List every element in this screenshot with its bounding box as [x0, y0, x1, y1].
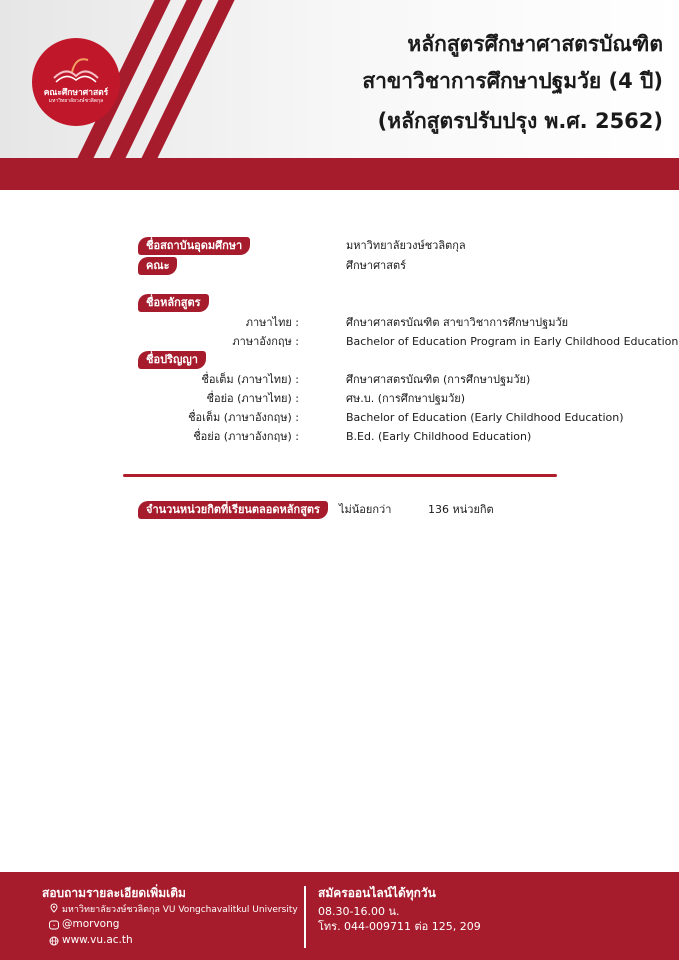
credits-pill: จำนวนหน่วยกิตที่เรียนตลอดหลักสูตร: [138, 501, 328, 519]
institution-pill: ชื่อสถาบันอุดมศึกษา: [138, 237, 250, 255]
credits-value: 136 หน่วยกิต: [428, 503, 494, 516]
degree-full-thai-label: ชื่อเต็ม (ภาษาไทย) :: [201, 373, 299, 386]
curriculum-english-label: ภาษาอังกฤษ :: [232, 335, 299, 348]
contact-heading: สอบถามรายละเอียดเพิ่มเติม: [42, 886, 186, 900]
footer-phone: โทร. 044-009711 ต่อ 125, 209: [318, 920, 481, 933]
degree-full-english-label: ชื่อเต็ม (ภาษาอังกฤษ) :: [188, 411, 299, 424]
degree-abbr-thai-label: ชื่อย่อ (ภาษาไทย) :: [206, 392, 299, 405]
footer-address: มหาวิทยาลัยวงษ์ชวลิตกุล VU Vongchavalitkul University: [62, 905, 298, 915]
page-title-line-2: สาขาวิชาการศึกษาปฐมวัย (4 ปี): [362, 69, 663, 93]
page-title-line-1: หลักสูตรศึกษาศาสตรบัณฑิต: [407, 32, 663, 56]
globe-icon: [49, 936, 59, 946]
curriculum-thai-value: ศึกษาศาสตรบัณฑิต สาขาวิชาการศึกษาปฐมวัย: [346, 316, 569, 329]
footer: [0, 872, 679, 960]
degree-abbr-english-value: B.Ed. (Early Childhood Education): [346, 430, 532, 443]
footer-website[interactable]: www.vu.ac.th: [62, 934, 133, 946]
apply-heading: สมัครออนไลน์ได้ทุกวัน: [318, 886, 436, 900]
footer-line-id[interactable]: @morvong: [62, 918, 120, 930]
line-app-icon: [49, 920, 59, 930]
degree-abbr-thai-value: ศษ.บ. (การศึกษาปฐมวัย): [346, 392, 466, 405]
degree-full-english-value: Bachelor of Education (Early Childhood Education): [346, 411, 624, 424]
degree-pill: ชื่อปริญญา: [138, 351, 206, 369]
footer-divider: [304, 886, 306, 948]
faculty-value: ศึกษาศาสตร์: [346, 259, 406, 272]
degree-full-thai-value: ศึกษาศาสตรบัณฑิต (การศึกษาปฐมวัย): [346, 373, 531, 386]
open-book-icon: [32, 38, 120, 126]
credits-qualifier: ไม่น้อยกว่า: [339, 503, 392, 516]
logo-faculty-name: คณะศึกษาศาสตร์: [43, 88, 109, 98]
logo-university-name: มหาวิทยาลัยวงษ์ชวลิตกุล: [48, 98, 104, 104]
curriculum-english-value: Bachelor of Education Program in Early Childhood Education: [346, 335, 679, 348]
degree-abbr-english-label: ชื่อย่อ (ภาษาอังกฤษ) :: [193, 430, 299, 443]
footer-hours: 08.30-16.00 น.: [318, 905, 400, 918]
faculty-pill: คณะ: [138, 257, 177, 275]
faculty-logo: [32, 38, 120, 126]
curriculum-pill: ชื่อหลักสูตร: [138, 294, 209, 312]
svg-text:•: •: [52, 923, 56, 928]
institution-value: มหาวิทยาลัยวงษ์ชวลิตกุล: [346, 239, 466, 252]
section-divider: [123, 474, 557, 477]
location-pin-icon: [49, 903, 59, 913]
curriculum-thai-label: ภาษาไทย :: [245, 316, 299, 329]
page-title-line-3: (หลักสูตรปรับปรุง พ.ศ. 2562): [377, 109, 663, 133]
